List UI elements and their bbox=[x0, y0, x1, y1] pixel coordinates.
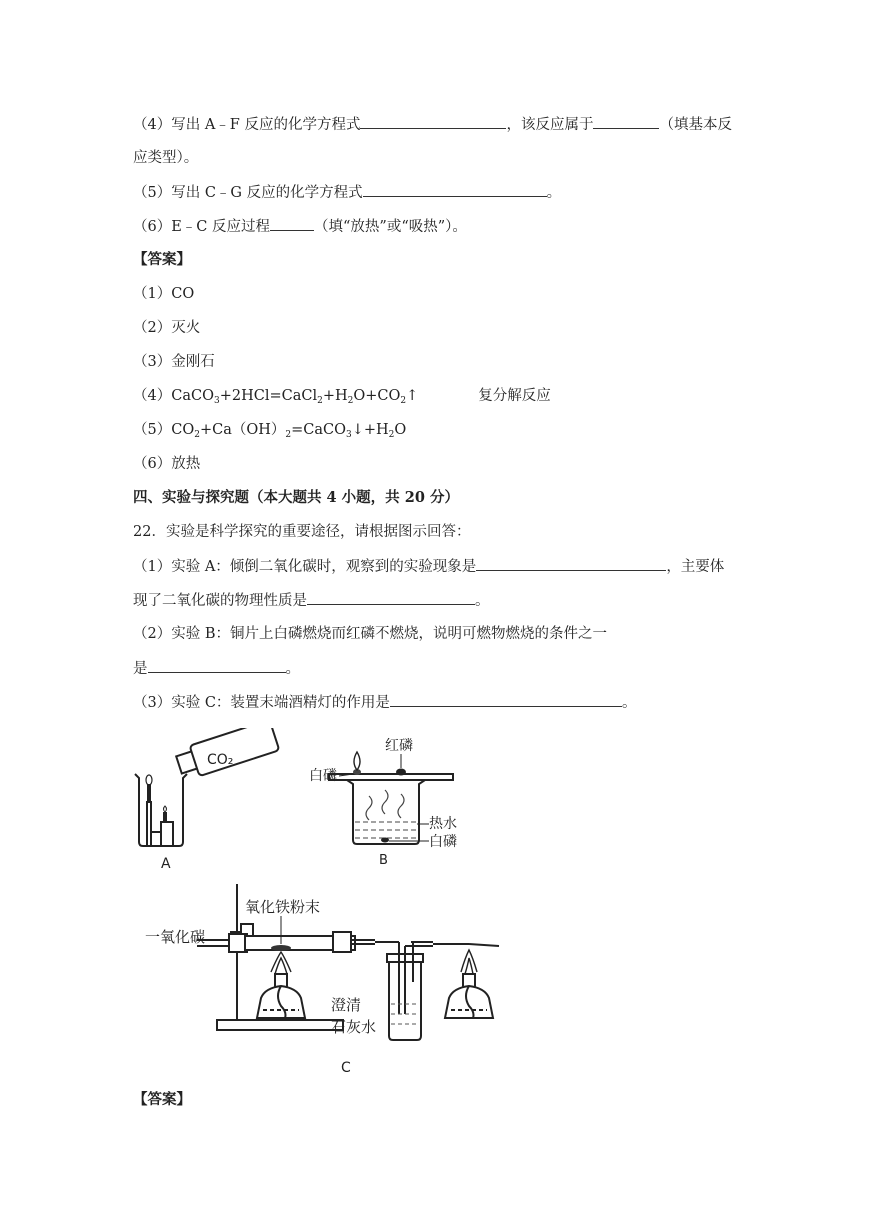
red-phosphorus bbox=[396, 769, 406, 776]
outlet-tube bbox=[433, 944, 499, 946]
answer-2: （2）灭火 bbox=[133, 320, 201, 336]
red-phosphorus-label: 红磷 bbox=[385, 738, 413, 754]
question-4: （4）写出 A﹣F 反应的化学方程式 ，该反应属于 （填基本反 bbox=[133, 114, 732, 135]
beaker-b bbox=[347, 780, 425, 844]
limewater-label-1: 澄清 bbox=[331, 996, 362, 1014]
equation-caco3-hcl: $CaCO_3+2HCl=CaCl_2+H_2O+CO_2↑$ bbox=[171, 388, 419, 406]
candle-icon bbox=[146, 775, 167, 822]
answer-1: （1）CO bbox=[133, 286, 195, 302]
experiment-figure-top bbox=[133, 728, 503, 878]
answer-3: （3）金刚石 bbox=[133, 354, 215, 370]
co2-label: CO₂ bbox=[207, 752, 234, 768]
question-22-3: （3）实验 C：装置末端酒精灯的作用是 。 bbox=[133, 692, 636, 713]
answer-blank bbox=[270, 216, 314, 231]
figure-c-label: C bbox=[341, 1060, 351, 1076]
white-phosphorus-label: 白磷 bbox=[309, 768, 337, 784]
burner-flame-2 bbox=[461, 950, 477, 974]
answer-blank bbox=[390, 692, 622, 707]
alcohol-lamp-2 bbox=[445, 974, 493, 1018]
answer-blank bbox=[307, 590, 475, 605]
question-4-continued: 应类型）。 bbox=[133, 150, 199, 166]
answer-heading-2: 【答案】 bbox=[133, 1091, 191, 1108]
question-5: （5）写出 C﹣G 反应的化学方程式 。 bbox=[133, 182, 561, 203]
figure-a-label: A bbox=[161, 856, 171, 872]
answer-blank bbox=[360, 114, 506, 129]
experiment-figure-c bbox=[133, 882, 505, 1078]
question-22-1-continued: 现了二氧化碳的物理性质是 。 bbox=[133, 590, 490, 611]
glass-tube bbox=[245, 932, 375, 952]
answer-blank bbox=[363, 182, 547, 197]
equation-co2-caoh2: $CO_2+Ca(OH)_2=CaCO_3↓+H_2O$ bbox=[171, 422, 407, 440]
co-label: 一氧化碳 bbox=[145, 928, 206, 946]
hot-water bbox=[355, 822, 417, 838]
question-22-2: （2）实验 B：铜片上白磷燃烧而红磷不燃烧，说明可燃物燃烧的条件之一 bbox=[133, 626, 607, 642]
question-6: （6）E﹣C 反应过程 （填“放热”或“吸热”）。 bbox=[133, 216, 467, 237]
answer-6: （6）放热 bbox=[133, 456, 201, 472]
question-22-1: （1）实验 A：倾倒二氧化碳时，观察到的实验现象是 ，主要体 bbox=[133, 556, 724, 577]
answer-heading: 【答案】 bbox=[133, 251, 191, 268]
question-22: 22．实验是科学探究的重要途径，请根据图示回答： bbox=[133, 524, 471, 540]
answer-4: $(4)CaCO_3+2HCl=CaCl_2+H_2O+CO_2↑$ 复分解反应 bbox=[133, 388, 551, 406]
white-phosphorus-flame bbox=[353, 752, 361, 775]
iron-oxide-powder bbox=[271, 945, 291, 951]
question-22-2-continued: 是 。 bbox=[133, 658, 300, 679]
answer-blank bbox=[148, 658, 286, 673]
answer-blank bbox=[593, 114, 659, 129]
iron-oxide-label: 氧化铁粉末 bbox=[245, 898, 321, 916]
section-heading: 四、实验与探究题（本大题共 4 小题，共 20 分） bbox=[133, 489, 459, 506]
figure-b-label: B bbox=[379, 853, 388, 868]
connecting-tube bbox=[375, 942, 433, 1014]
steam-lines bbox=[366, 790, 404, 820]
hot-water-label: 热水 bbox=[429, 816, 457, 832]
answer-blank bbox=[476, 556, 666, 571]
alcohol-lamp-1 bbox=[257, 974, 305, 1018]
answer-5: $(5)CO_2+Ca(OH)_2=CaCO_3↓+H_2O$ bbox=[133, 422, 407, 440]
underwater-white-phosphorus bbox=[381, 838, 389, 843]
underwater-white-phosphorus-label: 白磷 bbox=[429, 834, 457, 850]
beaker-a bbox=[135, 774, 187, 846]
limewater-label-2: 石灰水 bbox=[331, 1018, 377, 1036]
burner-flame-1 bbox=[271, 952, 291, 974]
